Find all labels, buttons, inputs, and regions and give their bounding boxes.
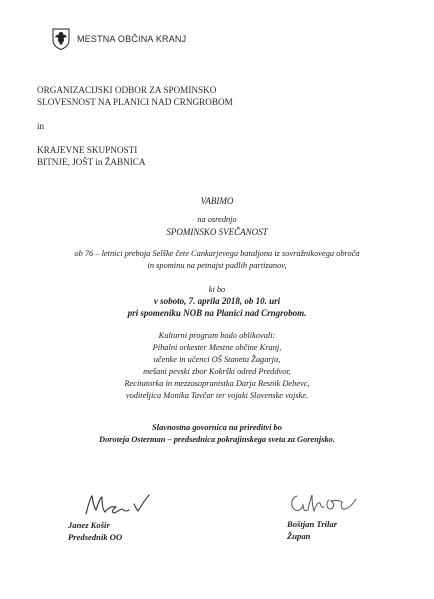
occasion-line-1: ob 76 – letnici preboja Selške čete Cankarjevega bataljona iz sovražnikovega obroča (74, 249, 360, 258)
event-title: SPOMINSKO SVEČANOST (166, 227, 268, 237)
speaker-line-1: Slavnostna govornica na prireditvi bo (152, 423, 282, 432)
signature-right-title: Župan (287, 531, 311, 541)
occasion-line-2: in spominu na petnajst padlih partizanov, (147, 261, 287, 270)
will-be-line: ki bo (208, 285, 226, 294)
organizer-2-line-2: BITNJE, JOŠT in ŽABNICA (37, 157, 146, 167)
signature-left-title: Predsednik OO (68, 532, 123, 542)
program-item: Pihalni orkester Mestne občine Kranj, (152, 343, 282, 352)
program-item: voditeljica Monika Tavčar ter vojaki Slovenske vojske. (125, 391, 309, 400)
signature-left-name: Janez Košir (68, 520, 110, 530)
organizer-1-line-1: ORGANIZACIJSKI ODBOR ZA SPOMINSKO (37, 85, 217, 95)
invitation-heading: VABIMO (200, 196, 234, 206)
signature-left (82, 492, 152, 518)
municipality-name: MESTNA OBČINA KRANJ (77, 34, 187, 44)
program-item: Recitatorka in mezzosopranistka Darja Resnik Debevc, (124, 379, 310, 388)
event-date: v soboto, 7. aprila 2018, ob 10. uri (153, 296, 281, 306)
speaker-line-2: Doroteja Osterman – predsednica pokrajinskega sveta za Gorenjsko. (99, 435, 335, 444)
program-intro: Kulturni program bodo oblikovali: (158, 331, 276, 340)
signature-right-name: Boštjan Trilar (287, 519, 338, 529)
event-place: pri spomeniku NOB na Planici nad Crngrobom. (127, 308, 307, 318)
signature-right (287, 490, 359, 516)
organizer-1-line-2: SLOVESNOST NA PLANICI NAD CRNGROBOM (37, 97, 233, 107)
coat-of-arms-icon (52, 28, 70, 50)
invitation-to-line: na osrednjo (197, 215, 237, 224)
organizer-conjunction: in (37, 121, 45, 131)
program-item: mešani pevski zbor Kokrški odred Preddvor, (143, 367, 291, 376)
program-item: učenke in učenci OŠ Staneta Žagarja, (153, 355, 281, 364)
organizer-2-line-1: KRAJEVNE SKUPNOSTI (37, 145, 138, 155)
